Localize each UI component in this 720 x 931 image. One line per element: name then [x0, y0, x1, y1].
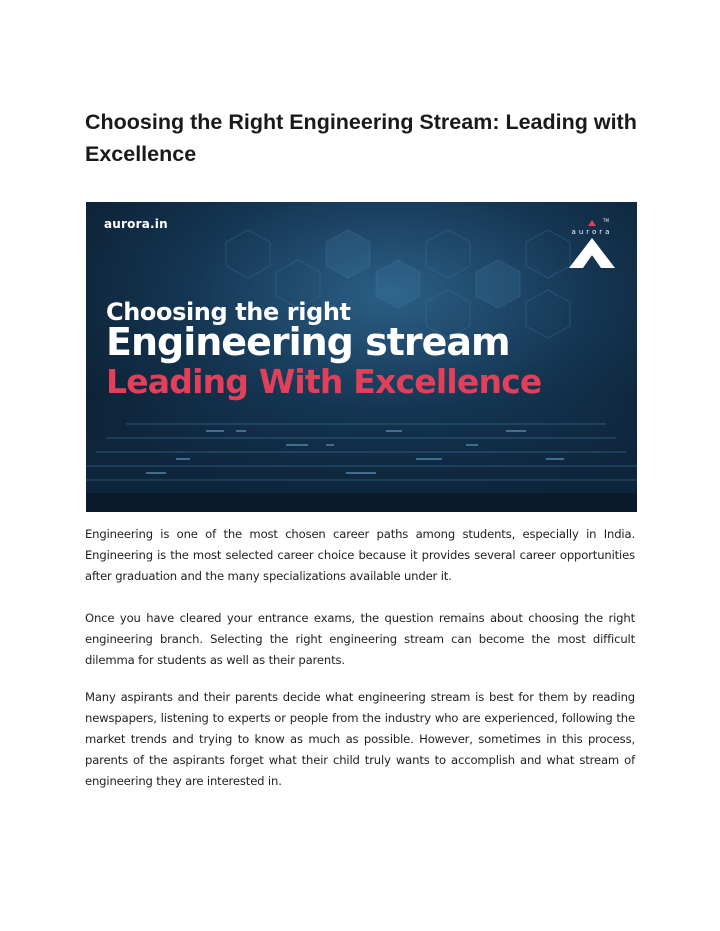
- logo-trademark: TM: [603, 218, 609, 223]
- banner-bottom-strip: [86, 493, 637, 512]
- page-title: Choosing the Right Engineering Stream: Leading with Excellence: [85, 110, 637, 166]
- aurora-logo: [561, 216, 623, 268]
- logo-tagline: TEMPLE OF LEARNING: [583, 249, 601, 257]
- hero-banner-image: [86, 202, 637, 512]
- body-paragraph-1: Engineering is one of the most chosen career paths among students, especially in India. Engineering is the most selected career choice because it provides several career opportunities after graduation and the many specializations available under it.: [85, 527, 635, 583]
- body-paragraph-3: Many aspirants and their parents decide what engineering stream is best for them by reading newspapers, listening to experts or people from the industry who are experienced, following the market trends and trying to know as much as possible. However, sometimes in this process, parents of the aspirants forget what their child truly wants to accomplish and what stream of engineering they are interested in.: [85, 690, 635, 788]
- banner-site-label: aurora.in: [104, 217, 168, 231]
- logo-wordmark: aurora: [571, 228, 613, 236]
- body-paragraph-2: Once you have cleared your entrance exams, the question remains about choosing the right engineering branch. Selecting the right engineering stream can become the most difficult dilemma for students as well as their parents.: [85, 611, 635, 667]
- banner-headline-line3: Leading With Excellence: [106, 362, 542, 401]
- banner-headline-line2: Engineering stream: [106, 320, 510, 364]
- aurora-triangle-logo-icon: [561, 216, 623, 268]
- banner-headline-line1: Choosing the right: [106, 298, 351, 326]
